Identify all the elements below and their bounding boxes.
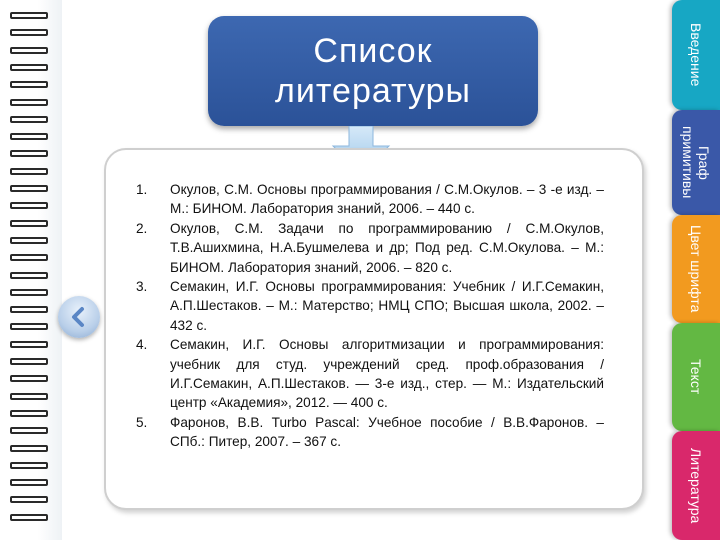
- tab-label: Текст: [688, 359, 704, 395]
- list-item-number: 1.: [136, 182, 148, 197]
- binding-ring: [10, 116, 48, 123]
- binding-ring: [10, 375, 48, 382]
- list-item-number: 3.: [136, 279, 148, 295]
- tab-label: Граф примитивы: [680, 126, 712, 199]
- binding-ring: [10, 272, 48, 279]
- references-list: [136, 180, 604, 452]
- binding-ring: [10, 496, 48, 503]
- binding-ring: [10, 323, 48, 330]
- binding-ring: [10, 393, 48, 400]
- binding-ring: [10, 81, 48, 88]
- binding-ring: [10, 427, 48, 434]
- list-item: [136, 413, 604, 452]
- back-button[interactable]: [58, 296, 100, 338]
- tab-literature[interactable]: [672, 431, 720, 540]
- list-item-number: 5.: [136, 414, 148, 430]
- list-item-text: Семакин, И.Г. Основы алгоритмизации и программирования: учебник для студ. учреждений сред. проф.образования / И.Г.Семакин, А.П.Шестаков. — 3-е изд., стер. — М.: Издательский центр «Академия», 2012. — 400 с.: [170, 337, 604, 411]
- binding-ring: [10, 150, 48, 157]
- binding-ring: [10, 410, 48, 417]
- binding-ring: [10, 514, 48, 521]
- list-item: [136, 219, 604, 277]
- chevron-left-icon: [67, 305, 91, 329]
- binding-ring: [10, 237, 48, 244]
- list-item: [136, 335, 604, 413]
- tab-label: Литература: [688, 447, 704, 524]
- binding-ring: [10, 47, 48, 54]
- list-item-text: Семакин, И.Г. Основы программирования: Учебник / И.Г.Семакин, А.П.Шестаков. – М.: Матерство; НМЦ СПО; Высшая школа, 2002. – 432 с.: [170, 279, 604, 333]
- list-item: [136, 277, 604, 335]
- binding-ring: [10, 220, 48, 227]
- binding-ring: [10, 289, 48, 296]
- list-item-text: Фаронов, В.В. Turbo Pascal: Учебное пособие / В.В.Фаронов. – СПб.: Питер, 2007. – 367 с.: [170, 414, 604, 450]
- binding-ring: [10, 168, 48, 175]
- binding-ring: [10, 462, 48, 469]
- binding-ring: [10, 479, 48, 486]
- binding-ring: [10, 254, 48, 261]
- binding-ring: [10, 185, 48, 192]
- tab-label: Цвет шрифта: [688, 225, 704, 313]
- page-title: [208, 16, 538, 126]
- tab-text[interactable]: [672, 323, 720, 431]
- tab-introduction[interactable]: [672, 0, 720, 110]
- binding-ring: [10, 64, 48, 71]
- binding-ring: [10, 12, 48, 19]
- binding-ring: [10, 133, 48, 140]
- binding-ring: [10, 306, 48, 313]
- list-item-number: 4.: [136, 337, 148, 353]
- list-item-number: 2.: [136, 220, 148, 236]
- binding-ring: [10, 445, 48, 452]
- binding-ring: [10, 99, 48, 106]
- binding-ring: [10, 29, 48, 36]
- tab-graphic-primitives[interactable]: [672, 110, 720, 215]
- list-item-text: Окулов, С.М. Основы программирования / С.М.Окулов. – 3 -е изд. – М.: БИНОМ. Лаборатория знаний, 2006. – 440 с.: [170, 182, 604, 217]
- binding-ring: [10, 202, 48, 209]
- tab-label: Введение: [688, 23, 704, 87]
- binding-ring: [10, 341, 48, 348]
- page-title-text: Список литературы: [275, 32, 471, 110]
- spiral-binding: [0, 0, 62, 540]
- list-item-text: Окулов, С.М. Задачи по программированию / С.М.Окулов, Т.В.Ашихмина, Н.А.Бушмелева и др; Под ред. С.М.Окулова. – М.: БИНОМ. Лаборатория знаний, 2006. – 820 с.: [170, 220, 604, 275]
- list-item: [136, 180, 604, 219]
- binding-ring: [10, 358, 48, 365]
- tab-font-color[interactable]: [672, 215, 720, 323]
